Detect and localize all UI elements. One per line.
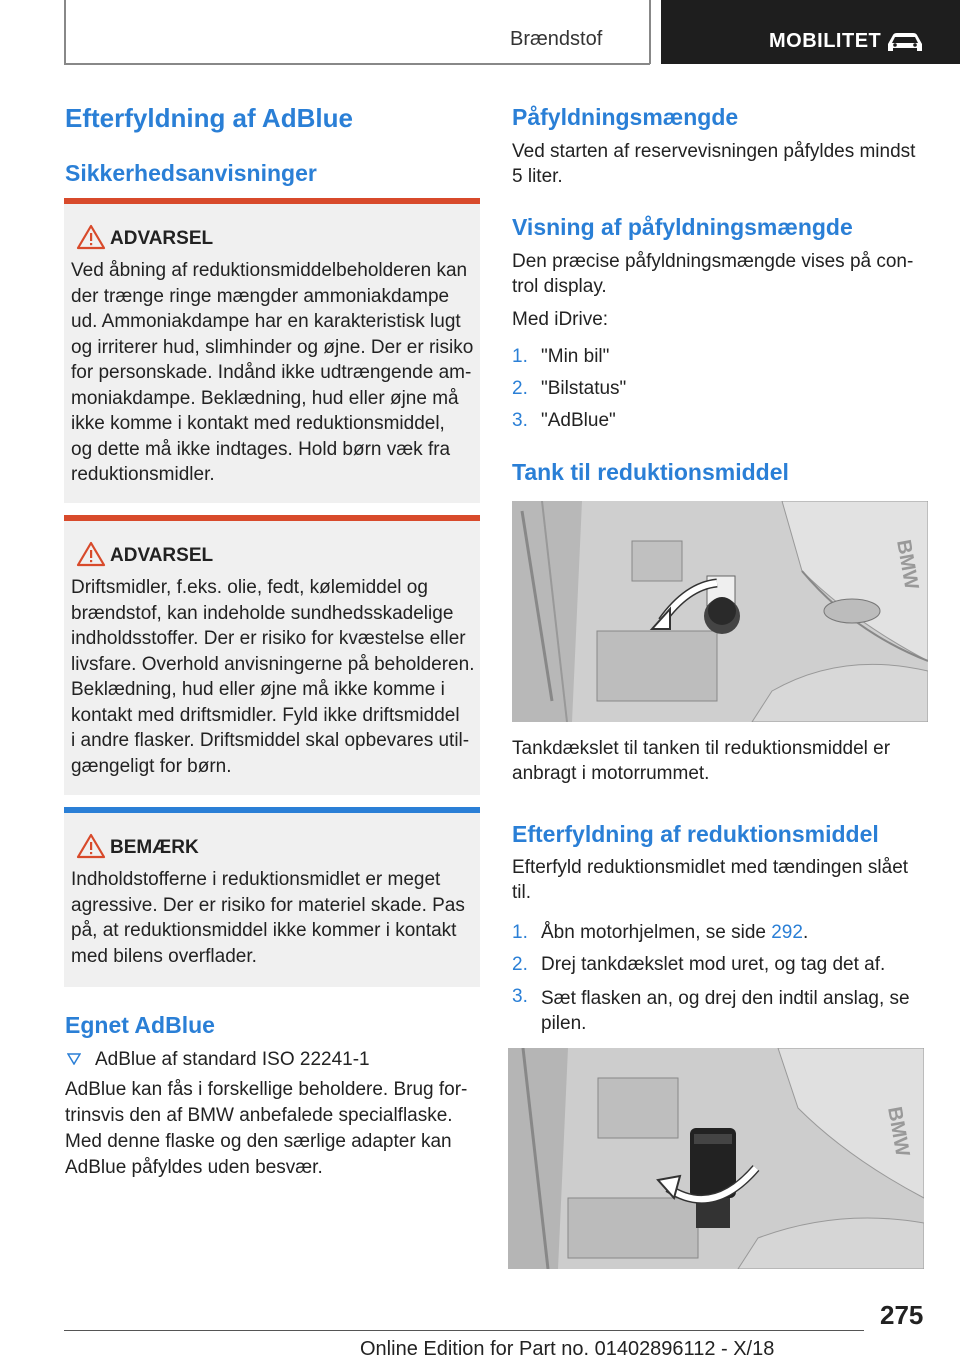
idrive-label: Med iDrive: <box>512 309 609 330</box>
step-number: 1. <box>512 346 528 367</box>
step-number: 2. <box>512 954 528 975</box>
refill-step-3: Sæt flasken an, og drej den indtil anslag, se pilen. <box>541 988 910 1034</box>
warning-triangle-icon <box>76 224 106 250</box>
amount-heading: Påfyldningsmængde <box>512 104 739 130</box>
warning-triangle-icon <box>76 833 106 859</box>
note-title: BEMÆRK <box>110 837 199 858</box>
page-title: Efterfyldning af AdBlue <box>65 103 353 133</box>
header-tab-label: MOBILITET <box>769 30 882 52</box>
bmw-badge: BMW <box>883 1105 914 1159</box>
page-number: 275 <box>880 1300 924 1330</box>
page-link-292[interactable]: 292 <box>771 922 803 943</box>
display-heading: Visning af påfyldningsmængde <box>512 214 853 240</box>
warning-text: Ved åbning af reduktionsmiddelbeholderen kan der trænge ringe mængder ammoniakdampe ud. Ammoniakdampe har en karakteristisk lugt og irriterer hud, slimhinder og øjne. Der er risiko for personskade. Indånd ikke udtrængende am- moniakdampe. Beklædning, hud eller øjne må ikke komme i kontakt med reduktionsmiddel, og dette må ikke indtages. Hold børn væk fra reduktionsmidler. <box>71 260 474 485</box>
footer-rule <box>64 1330 864 1331</box>
suitable-heading: Egnet AdBlue <box>65 1012 215 1038</box>
amount-paragraph: Ved starten af reservevisningen påfyldes mindst 5 liter. <box>512 141 916 187</box>
refill-step-2: Drej tankdækslet mod uret, og tag det af. <box>541 954 886 975</box>
idrive-step-2: "Bilstatus" <box>541 378 627 399</box>
step-number: 3. <box>512 986 528 1007</box>
triangle-bullet-icon <box>67 1053 81 1065</box>
idrive-step-3: "AdBlue" <box>541 410 616 431</box>
warning-box-1 <box>64 198 480 503</box>
refill-step-1: Åbn motorhjelmen, se side 292. <box>541 922 809 943</box>
header-left-rule <box>64 0 66 64</box>
note-box <box>64 807 480 987</box>
step-number: 2. <box>512 378 528 399</box>
header-bottom-rule <box>64 63 650 65</box>
note-text: Indholdstofferne i reduktionsmidlet er meget agressive. Der er risiko for materiel skade. Pas på, at reduktionsmiddel ikke kommer i kontakt med bilens overflader. <box>71 869 465 967</box>
refill-paragraph: Efterfyld reduktionsmidlet med tændingen slået til. <box>512 857 909 903</box>
display-paragraph: Den præcise påfyldningsmængde vises på con- trol display. <box>512 251 914 297</box>
refill-heading: Efterfyldning af reduktionsmiddel <box>512 821 879 847</box>
car-icon <box>884 30 926 54</box>
section-subtitle: Sikkerhedsanvisninger <box>65 160 317 186</box>
idrive-step-1: "Min bil" <box>541 346 610 367</box>
step-number: 3. <box>512 410 528 431</box>
warning-text: Driftsmidler, f.eks. olie, fedt, kølemiddel og brændstof, kan indeholde sundhedsskadelige indholdsstoffer. Der er risiko for kvæstelse eller livsfare. Overhold anvisningerne på beholderen. Beklædning, hud eller øjne må ikke komme i kontakt med driftsmidler. Fyld ikke driftsmiddel i andre flasker. Driftsmiddel skal opbevares util- gængeligt for børn. <box>71 577 475 777</box>
suitable-paragraph: AdBlue kan fås i forskellige beholdere. Brug for- trinsvis den af BMW anbefalede specialflaske. Med denne flaske og den særlige adapter kan AdBlue påfyldes uden besvær. <box>65 1079 468 1178</box>
tank-heading: Tank til reduktionsmiddel <box>512 459 789 485</box>
suitable-bullet-text: AdBlue af standard ISO 22241-1 <box>95 1049 370 1070</box>
engine-bay-photo-cap <box>512 501 928 722</box>
bmw-badge: BMW <box>892 538 923 592</box>
engine-bay-photo-bottle <box>508 1048 924 1269</box>
warning-title: ADVARSEL <box>110 545 214 566</box>
header-section-label: Brændstof <box>510 28 603 50</box>
warning-triangle-icon <box>76 541 106 567</box>
tank-caption: Tankdækslet til tanken til reduktionsmiddel er anbragt i motorrummet. <box>512 738 891 784</box>
footer-edition: Online Edition for Part no. 01402896112 - X/18 <box>360 1338 775 1360</box>
step-number: 1. <box>512 922 528 943</box>
header-divider <box>649 0 651 64</box>
warning-box-2 <box>64 515 480 795</box>
warning-title: ADVARSEL <box>110 228 214 249</box>
